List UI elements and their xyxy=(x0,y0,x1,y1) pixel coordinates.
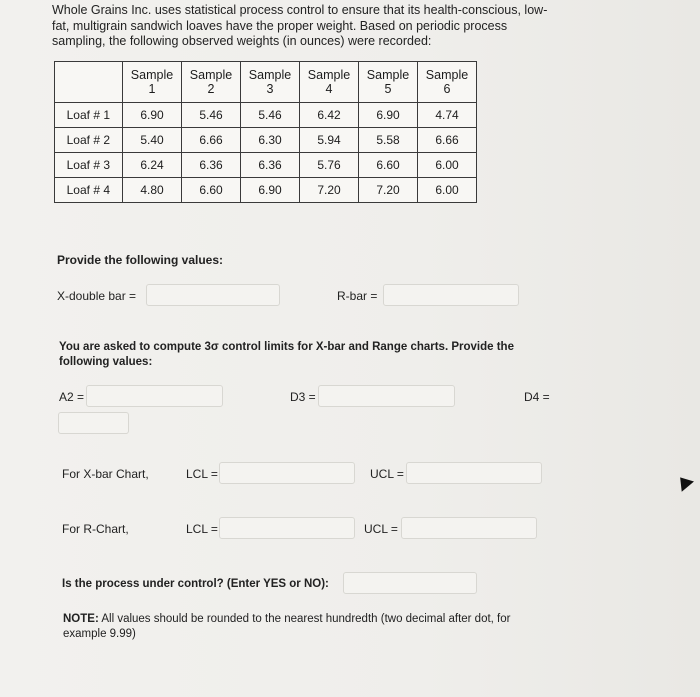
xbar-lcl-input[interactable] xyxy=(219,462,355,484)
control-answer-input[interactable] xyxy=(343,572,477,594)
table-row xyxy=(55,153,477,178)
table-cell: 6.36 xyxy=(182,153,241,178)
table-cell: 7.20 xyxy=(300,178,359,203)
table-cell: 5.76 xyxy=(300,153,359,178)
header-top: Sample xyxy=(366,68,410,82)
note-label: NOTE: xyxy=(63,613,99,625)
table-cell: 6.36 xyxy=(241,153,300,178)
table-corner-cell xyxy=(55,62,123,103)
table-row xyxy=(55,128,477,153)
header-bottom: 3 xyxy=(266,82,274,96)
header-bottom: 2 xyxy=(207,82,215,96)
header-top: Sample xyxy=(248,68,292,82)
table-cell: 7.20 xyxy=(359,178,418,203)
row-label: Loaf # 4 xyxy=(55,178,123,203)
table-row xyxy=(55,103,477,128)
r-ucl-input[interactable] xyxy=(401,517,537,539)
header-bottom: 5 xyxy=(384,82,392,96)
table-cell: 5.58 xyxy=(359,128,418,153)
header-top: Sample xyxy=(425,68,469,82)
d3-input[interactable] xyxy=(318,385,455,407)
x-double-bar-input[interactable] xyxy=(146,284,280,306)
a2-input[interactable] xyxy=(86,385,223,407)
table-cell: 5.46 xyxy=(182,103,241,128)
table-cell: 4.74 xyxy=(418,103,477,128)
table-cell: 4.80 xyxy=(123,178,182,203)
xbar-lcl-label: LCL = xyxy=(186,467,218,481)
header-bottom: 6 xyxy=(443,82,451,96)
header-top: Sample xyxy=(130,68,174,82)
table-cell: 6.00 xyxy=(418,153,477,178)
table-header-cell xyxy=(241,62,300,103)
table-cell: 6.90 xyxy=(359,103,418,128)
control-question: Is the process under control? (Enter YES or NO): xyxy=(62,578,329,590)
control-limits-instructions: You are asked to compute 3σ control limits for X-bar and Range charts. Provide the following values: xyxy=(59,341,514,368)
header-bottom: 4 xyxy=(325,82,333,96)
table-cell: 6.66 xyxy=(182,128,241,153)
table-cell: 6.00 xyxy=(418,178,477,203)
table-cell: 5.94 xyxy=(300,128,359,153)
row-label: Loaf # 2 xyxy=(55,128,123,153)
table-header-cell xyxy=(359,62,418,103)
table-header-row xyxy=(55,62,477,103)
table-header-cell xyxy=(300,62,359,103)
table-header-cell xyxy=(418,62,477,103)
header-top: Sample xyxy=(189,68,233,82)
mouse-pointer-icon xyxy=(674,472,694,491)
row-label: Loaf # 1 xyxy=(55,103,123,128)
provide-heading: Provide the following values: xyxy=(57,253,224,267)
table-header-cell xyxy=(123,62,182,103)
row-label: Loaf # 3 xyxy=(55,153,123,178)
xbar-ucl-input[interactable] xyxy=(406,462,542,484)
table-cell: 6.90 xyxy=(241,178,300,203)
r-bar-label: R-bar = xyxy=(337,289,378,303)
rounding-note xyxy=(63,612,543,641)
table-cell: 6.90 xyxy=(123,103,182,128)
r-ucl-label: UCL = xyxy=(364,522,398,536)
table-cell: 6.60 xyxy=(182,178,241,203)
d4-label: D4 = xyxy=(524,390,550,404)
table-cell: 5.40 xyxy=(123,128,182,153)
table-cell: 6.66 xyxy=(418,128,477,153)
table-cell: 5.46 xyxy=(241,103,300,128)
weights-table xyxy=(54,61,477,203)
xbar-chart-label: For X-bar Chart, xyxy=(62,467,149,481)
table-row xyxy=(55,178,477,203)
note-text: All values should be rounded to the nearest hundredth (two decimal after dot, for example 9.99) xyxy=(63,613,511,640)
r-lcl-input[interactable] xyxy=(219,517,355,539)
problem-intro: Whole Grains Inc. uses statistical process control to ensure that its health-conscious, low-fat, multigrain sandwich loaves have the proper weight. Based on periodic process sampling, the following observed weights (in ounces) were recorded: xyxy=(52,3,548,48)
table-cell: 6.60 xyxy=(359,153,418,178)
a2-extra-input[interactable] xyxy=(58,412,129,434)
d3-label: D3 = xyxy=(290,390,316,404)
table-cell: 6.42 xyxy=(300,103,359,128)
x-double-bar-label: X-double bar = xyxy=(57,289,137,303)
header-top: Sample xyxy=(307,68,351,82)
header-bottom: 1 xyxy=(148,82,156,96)
a2-label: A2 = xyxy=(59,390,85,404)
r-bar-input[interactable] xyxy=(383,284,519,306)
r-lcl-label: LCL = xyxy=(186,522,218,536)
table-header-cell xyxy=(182,62,241,103)
xbar-ucl-label: UCL = xyxy=(370,467,404,481)
r-chart-label: For R-Chart, xyxy=(62,522,129,536)
table-cell: 6.24 xyxy=(123,153,182,178)
table-cell: 6.30 xyxy=(241,128,300,153)
